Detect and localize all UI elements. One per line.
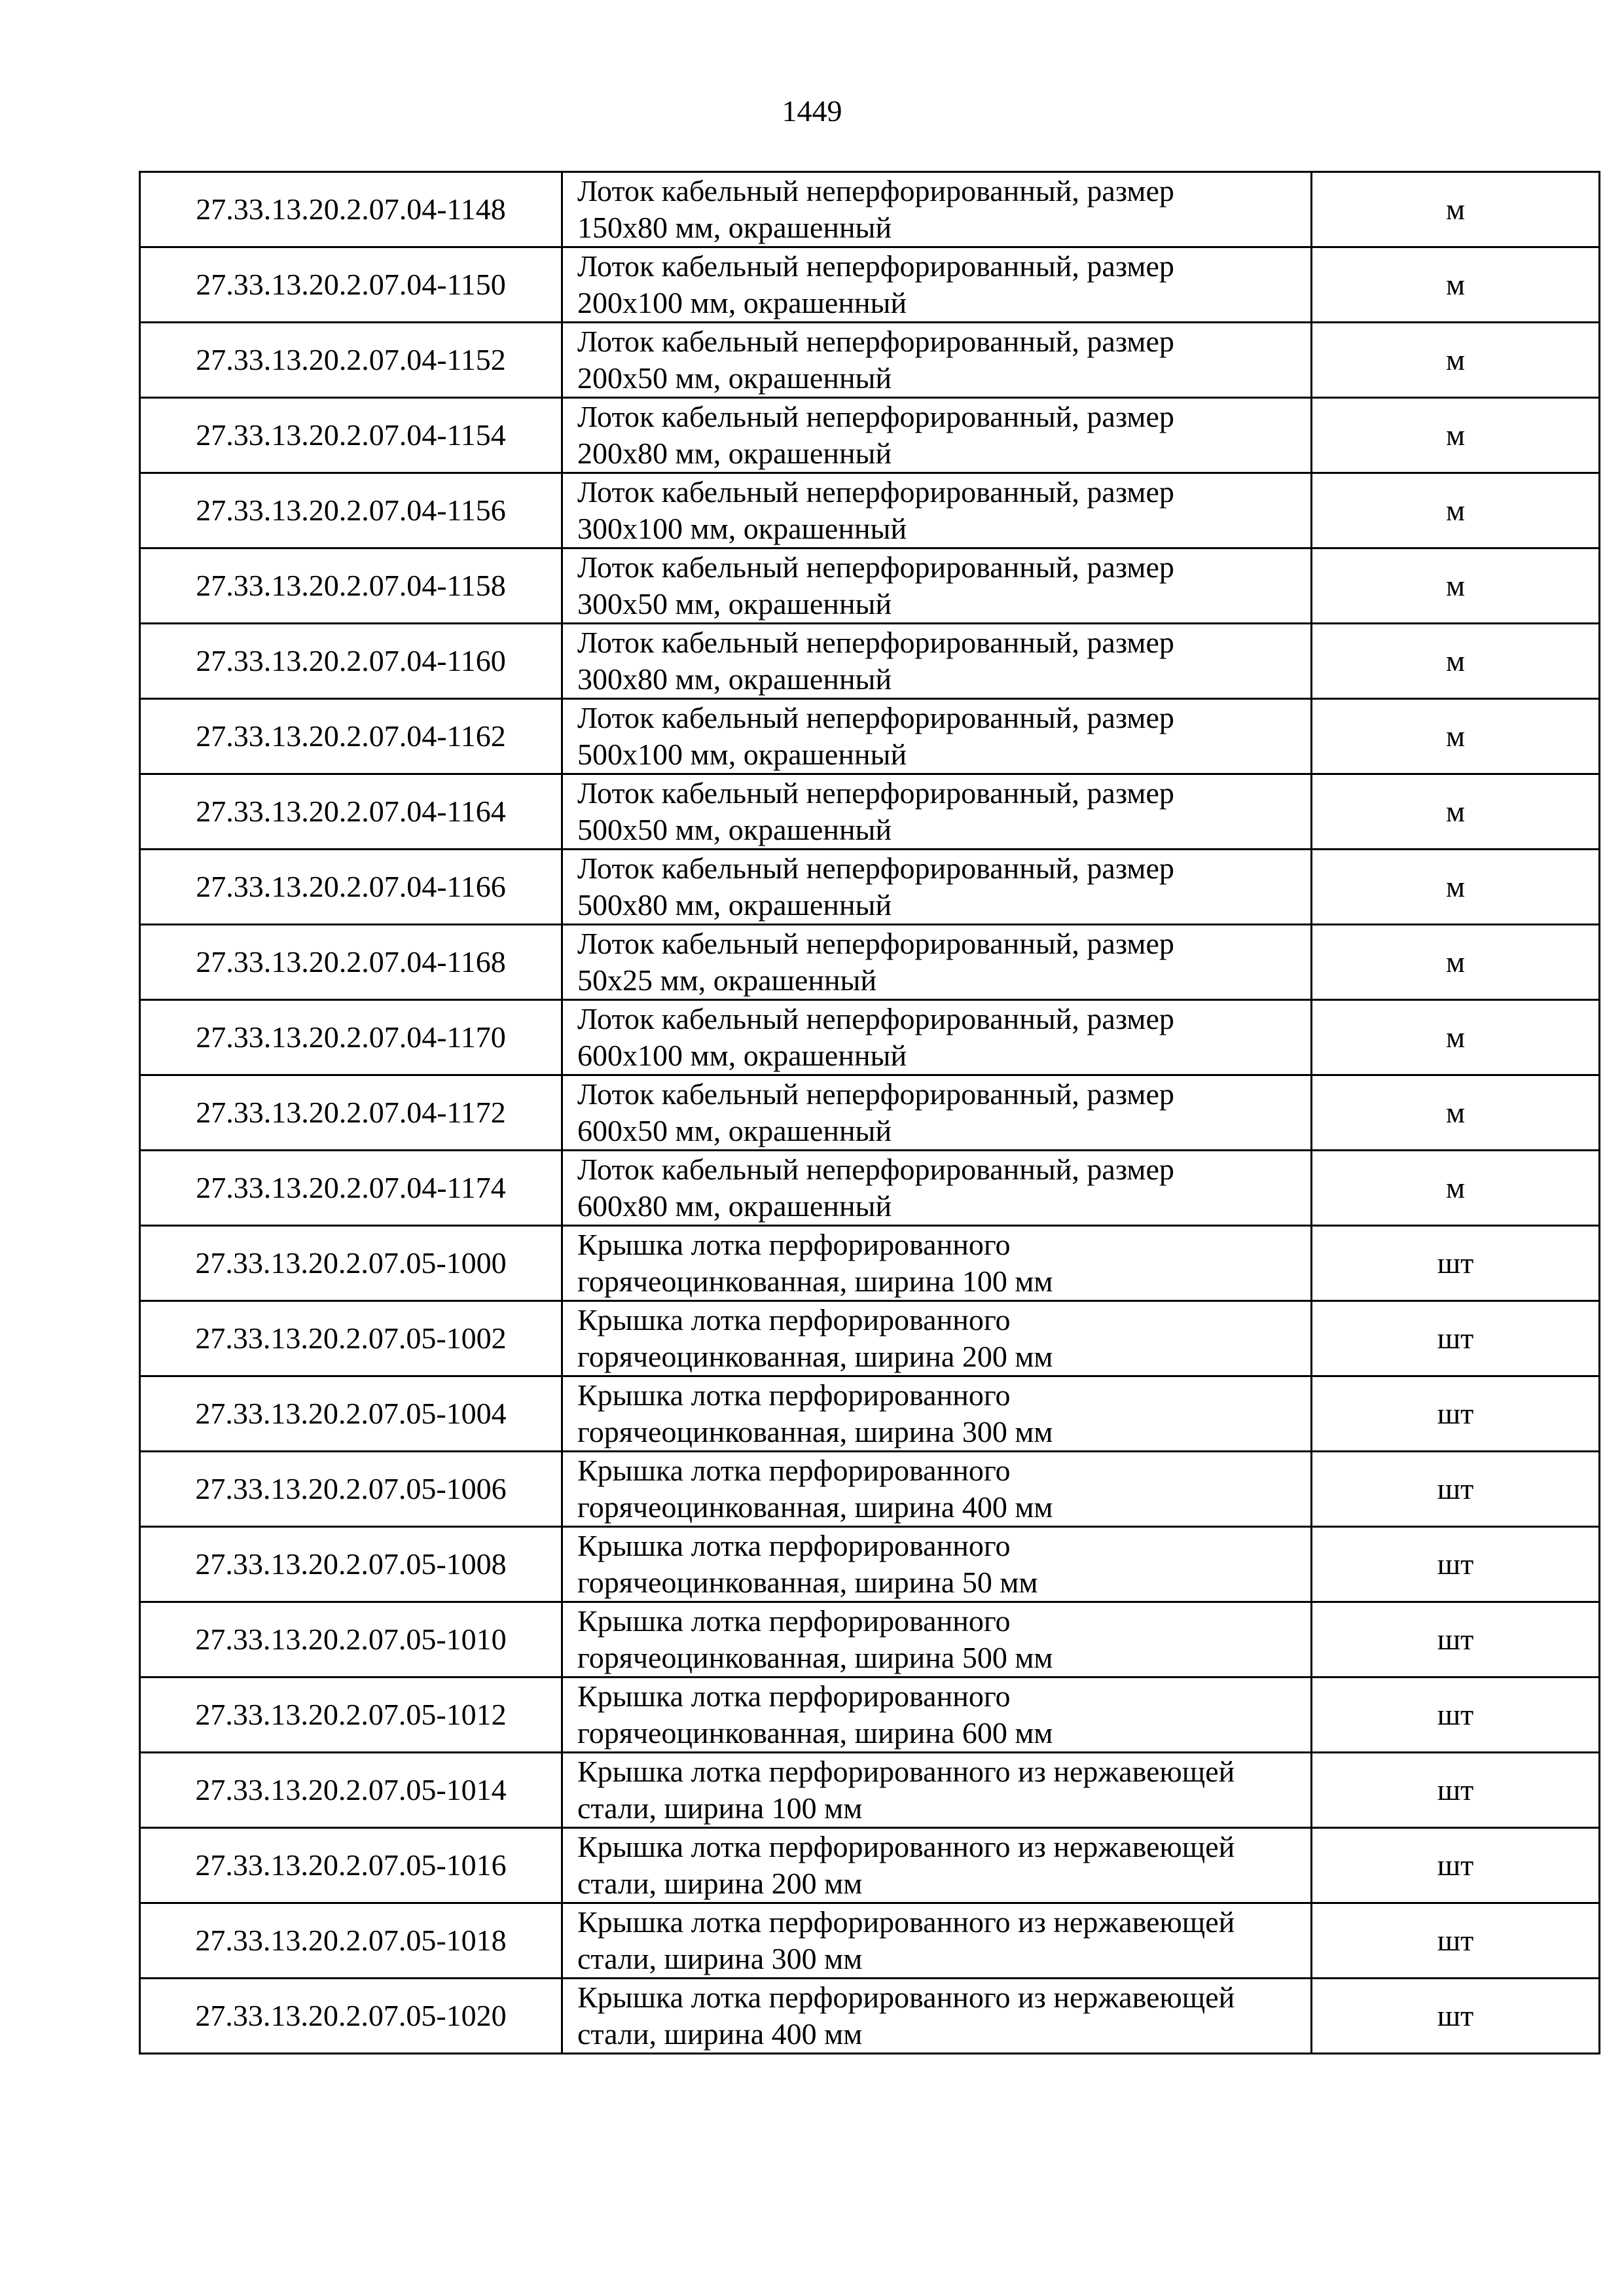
unit-of-measure: м [1312, 1151, 1600, 1226]
table-row [140, 1301, 1600, 1376]
resource-name-line1: Крышка лотка перфорированного [577, 1378, 1011, 1412]
resource-name-line2: стали, ширина 100 мм [577, 1791, 863, 1825]
resource-code: 27.33.13.20.2.07.05-1010 [140, 1602, 562, 1677]
table-row [140, 1527, 1600, 1602]
resource-name-line2: 500х100 мм, окрашенный [577, 738, 907, 771]
resource-name-line2: стали, ширина 400 мм [577, 2017, 863, 2051]
resource-code: 27.33.13.20.2.07.05-1014 [140, 1753, 562, 1828]
resource-name-line2: горячеоцинкованная, ширина 600 мм [577, 1716, 1053, 1749]
resource-name-line2: горячеоцинкованная, ширина 100 мм [577, 1265, 1053, 1298]
resource-name-line1: Лоток кабельный неперфорированный, размер [577, 1077, 1174, 1111]
unit-of-measure: м [1312, 247, 1600, 323]
resource-name [562, 172, 1312, 247]
unit-of-measure: м [1312, 1075, 1600, 1151]
unit-of-measure: шт [1312, 1979, 1600, 2054]
unit-of-measure: м [1312, 1000, 1600, 1075]
catalog-table-body [140, 172, 1600, 2054]
resource-code: 27.33.13.20.2.07.05-1004 [140, 1376, 562, 1452]
resource-name-line1: Лоток кабельный неперфорированный, размер [577, 174, 1174, 207]
unit-of-measure: шт [1312, 1903, 1600, 1979]
table-row [140, 172, 1600, 247]
resource-name [562, 925, 1312, 1000]
resource-code: 27.33.13.20.2.07.05-1016 [140, 1828, 562, 1903]
unit-of-measure: м [1312, 699, 1600, 774]
unit-of-measure: м [1312, 172, 1600, 247]
unit-of-measure: м [1312, 850, 1600, 925]
table-row [140, 1075, 1600, 1151]
resource-name [562, 473, 1312, 548]
table-row [140, 398, 1600, 473]
resource-name [562, 247, 1312, 323]
resource-name-line2: горячеоцинкованная, ширина 400 мм [577, 1490, 1053, 1524]
table-row [140, 1903, 1600, 1979]
resource-name-line1: Лоток кабельный неперфорированный, размер [577, 400, 1174, 433]
resource-name-line1: Лоток кабельный неперфорированный, размер [577, 550, 1174, 584]
catalog-table [139, 171, 1600, 2054]
resource-name-line1: Лоток кабельный неперфорированный, размер [577, 1153, 1174, 1186]
unit-of-measure: шт [1312, 1828, 1600, 1903]
resource-name-line2: 50х25 мм, окрашенный [577, 963, 877, 997]
table-row [140, 1828, 1600, 1903]
resource-name [562, 774, 1312, 850]
resource-name-line2: стали, ширина 300 мм [577, 1942, 863, 1975]
resource-code: 27.33.13.20.2.07.04-1150 [140, 247, 562, 323]
resource-name-line2: 300х50 мм, окрашенный [577, 587, 892, 620]
resource-name-line1: Лоток кабельный неперфорированный, размер [577, 701, 1174, 734]
resource-name-line1: Крышка лотка перфорированного из нержавеющей [577, 1905, 1235, 1939]
unit-of-measure: шт [1312, 1452, 1600, 1527]
unit-of-measure: м [1312, 624, 1600, 699]
resource-name [562, 1376, 1312, 1452]
resource-name [562, 1000, 1312, 1075]
resource-name [562, 1979, 1312, 2054]
resource-code: 27.33.13.20.2.07.04-1158 [140, 548, 562, 624]
resource-code: 27.33.13.20.2.07.04-1166 [140, 850, 562, 925]
resource-name [562, 1677, 1312, 1753]
table-row [140, 1677, 1600, 1753]
resource-name-line1: Крышка лотка перфорированного [577, 1454, 1011, 1487]
unit-of-measure: м [1312, 323, 1600, 398]
resource-name-line2: 300х100 мм, окрашенный [577, 512, 907, 545]
resource-name-line1: Лоток кабельный неперфорированный, размер [577, 475, 1174, 509]
resource-name [562, 548, 1312, 624]
resource-code: 27.33.13.20.2.07.04-1162 [140, 699, 562, 774]
resource-code: 27.33.13.20.2.07.04-1164 [140, 774, 562, 850]
unit-of-measure: шт [1312, 1602, 1600, 1677]
resource-name-line2: 600х100 мм, окрашенный [577, 1039, 907, 1072]
resource-code: 27.33.13.20.2.07.04-1160 [140, 624, 562, 699]
resource-name-line1: Лоток кабельный неперфорированный, размер [577, 927, 1174, 960]
resource-code: 27.33.13.20.2.07.05-1018 [140, 1903, 562, 1979]
resource-name-line2: 600х80 мм, окрашенный [577, 1189, 892, 1223]
resource-code: 27.33.13.20.2.07.05-1002 [140, 1301, 562, 1376]
resource-name-line1: Лоток кабельный неперфорированный, размер [577, 626, 1174, 659]
unit-of-measure: м [1312, 548, 1600, 624]
unit-of-measure: шт [1312, 1753, 1600, 1828]
resource-name [562, 1903, 1312, 1979]
resource-name [562, 699, 1312, 774]
resource-name-line2: 150х80 мм, окрашенный [577, 211, 892, 244]
resource-name [562, 624, 1312, 699]
table-row [140, 473, 1600, 548]
resource-name [562, 1828, 1312, 1903]
unit-of-measure: м [1312, 925, 1600, 1000]
resource-name-line2: горячеоцинкованная, ширина 300 мм [577, 1415, 1053, 1448]
resource-code: 27.33.13.20.2.07.05-1020 [140, 1979, 562, 2054]
table-row [140, 548, 1600, 624]
resource-name [562, 1527, 1312, 1602]
table-row [140, 1151, 1600, 1226]
resource-code: 27.33.13.20.2.07.05-1008 [140, 1527, 562, 1602]
page-number: 1449 [782, 94, 842, 128]
resource-name [562, 1151, 1312, 1226]
table-row [140, 323, 1600, 398]
resource-name-line1: Крышка лотка перфорированного [577, 1679, 1011, 1713]
resource-code: 27.33.13.20.2.07.05-1006 [140, 1452, 562, 1527]
resource-name-line1: Крышка лотка перфорированного [577, 1529, 1011, 1562]
resource-name-line2: 500х80 мм, окрашенный [577, 888, 892, 922]
resource-name [562, 1301, 1312, 1376]
table-row [140, 774, 1600, 850]
table-row [140, 1979, 1600, 2054]
resource-name-line2: 200х100 мм, окрашенный [577, 286, 907, 319]
resource-code: 27.33.13.20.2.07.05-1000 [140, 1226, 562, 1301]
unit-of-measure: м [1312, 774, 1600, 850]
unit-of-measure: шт [1312, 1301, 1600, 1376]
table-row [140, 699, 1600, 774]
unit-of-measure: шт [1312, 1376, 1600, 1452]
resource-name-line2: горячеоцинкованная, ширина 200 мм [577, 1340, 1053, 1373]
resource-name-line1: Лоток кабельный неперфорированный, размер [577, 852, 1174, 885]
resource-code: 27.33.13.20.2.07.04-1156 [140, 473, 562, 548]
resource-name-line2: горячеоцинкованная, ширина 50 мм [577, 1566, 1038, 1599]
resource-name-line2: 200х50 мм, окрашенный [577, 361, 892, 395]
resource-code: 27.33.13.20.2.07.04-1168 [140, 925, 562, 1000]
resource-code: 27.33.13.20.2.07.04-1170 [140, 1000, 562, 1075]
unit-of-measure: шт [1312, 1226, 1600, 1301]
table-row [140, 247, 1600, 323]
table-row [140, 1602, 1600, 1677]
resource-name [562, 1226, 1312, 1301]
resource-name-line1: Крышка лотка перфорированного из нержавеющей [577, 1755, 1235, 1788]
resource-name-line2: 300х80 мм, окрашенный [577, 662, 892, 696]
resource-name-line2: 600х50 мм, окрашенный [577, 1114, 892, 1147]
resource-name-line1: Лоток кабельный неперфорированный, размер [577, 249, 1174, 283]
unit-of-measure: м [1312, 398, 1600, 473]
resource-name [562, 398, 1312, 473]
resource-name-line1: Лоток кабельный неперфорированный, размер [577, 776, 1174, 810]
resource-code: 27.33.13.20.2.07.04-1152 [140, 323, 562, 398]
resource-name [562, 1075, 1312, 1151]
resource-name-line1: Крышка лотка перфорированного [577, 1303, 1011, 1336]
resource-name [562, 1753, 1312, 1828]
resource-name-line2: 500х50 мм, окрашенный [577, 813, 892, 846]
resource-name-line1: Крышка лотка перфорированного [577, 1604, 1011, 1638]
resource-code: 27.33.13.20.2.07.04-1148 [140, 172, 562, 247]
resource-name-line2: 200х80 мм, окрашенный [577, 437, 892, 470]
resource-name-line1: Лоток кабельный неперфорированный, размер [577, 325, 1174, 358]
resource-name [562, 850, 1312, 925]
resource-name-line1: Лоток кабельный неперфорированный, размер [577, 1002, 1174, 1035]
table-row [140, 1376, 1600, 1452]
resource-name-line1: Крышка лотка перфорированного [577, 1228, 1011, 1261]
unit-of-measure: м [1312, 473, 1600, 548]
resource-code: 27.33.13.20.2.07.04-1172 [140, 1075, 562, 1151]
table-row [140, 1226, 1600, 1301]
table-row [140, 1753, 1600, 1828]
resource-code: 27.33.13.20.2.07.04-1154 [140, 398, 562, 473]
resource-name [562, 323, 1312, 398]
resource-code: 27.33.13.20.2.07.05-1012 [140, 1677, 562, 1753]
resource-code: 27.33.13.20.2.07.04-1174 [140, 1151, 562, 1226]
resource-name [562, 1602, 1312, 1677]
resource-name-line2: стали, ширина 200 мм [577, 1867, 863, 1900]
resource-name-line1: Крышка лотка перфорированного из нержавеющей [577, 1830, 1235, 1863]
resource-name-line1: Крышка лотка перфорированного из нержавеющей [577, 1981, 1235, 2014]
table-row [140, 624, 1600, 699]
table-row [140, 1452, 1600, 1527]
resource-name-line2: горячеоцинкованная, ширина 500 мм [577, 1641, 1053, 1674]
table-row [140, 925, 1600, 1000]
resource-name [562, 1452, 1312, 1527]
table-row [140, 850, 1600, 925]
unit-of-measure: шт [1312, 1527, 1600, 1602]
table-row [140, 1000, 1600, 1075]
unit-of-measure: шт [1312, 1677, 1600, 1753]
